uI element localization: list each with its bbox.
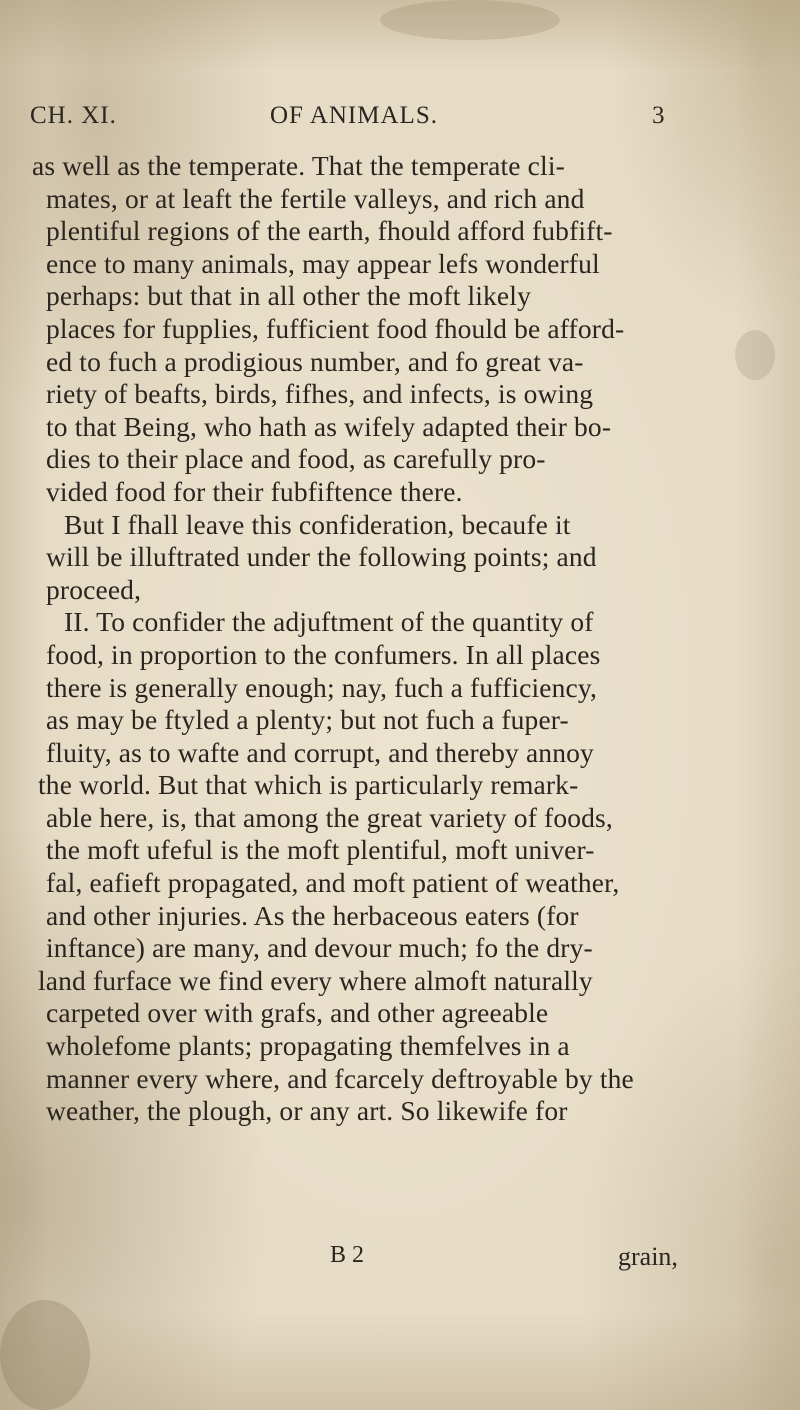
page-number: 3	[652, 102, 666, 129]
text-line: ed to fuch a prodigious number, and fo great va-	[46, 345, 584, 377]
text-line: and other injuries. As the herbaceous eaters (for	[46, 899, 579, 931]
text-line: as well as the temperate. That the temperate cli-	[32, 150, 565, 181]
text-line: But I fhall leave this confideration, becaufe it	[64, 508, 571, 540]
text-line: mates, or at leaft the fertile valleys, and rich and	[46, 182, 585, 214]
text-line: land furface we find every where almoft naturally	[38, 964, 593, 996]
text-line: II. To confider the adjuftment of the quantity of	[64, 606, 594, 638]
text-line: proceed,	[46, 573, 142, 605]
text-line: dies to their place and food, as carefully pro-	[46, 443, 546, 475]
text-line: fal, eafieft propagated, and moft patient of weather,	[46, 867, 620, 899]
page-footer	[30, 1242, 750, 1276]
text-line: carpeted over with grafs, and other agreeable	[46, 997, 549, 1029]
text-line: to that Being, who hath as wifely adapted their bo-	[46, 410, 612, 442]
text-line: weather, the plough, or any art. So likewife for	[46, 1095, 568, 1127]
running-header	[30, 102, 670, 138]
paper-stain	[0, 1300, 90, 1410]
text-line: perhaps: but that in all other the moft likely	[46, 280, 531, 312]
signature-mark: B 2	[330, 1242, 365, 1268]
text-line: as may be ftyled a plenty; but not fuch a fuper-	[46, 704, 569, 736]
body-text	[32, 150, 752, 1128]
paper-stain	[380, 0, 560, 40]
text-line: plentiful regions of the earth, fhould afford fubfift-	[46, 215, 613, 247]
text-line: inftance) are many, and devour much; fo the dry-	[46, 932, 593, 964]
text-line: will be illuftrated under the following points; and	[46, 541, 597, 573]
catchword: grain,	[618, 1242, 678, 1271]
text-line: able here, is, that among the great variety of foods,	[46, 801, 613, 833]
chapter-label: CH. XI.	[30, 102, 117, 129]
text-line: wholefome plants; propagating themfelves in a	[46, 1030, 570, 1062]
text-line: the moft ufeful is the moft plentiful, moft univer-	[46, 834, 595, 866]
text-line: fluity, as to wafte and corrupt, and thereby annoy	[46, 736, 594, 768]
running-title: OF ANIMALS.	[270, 102, 438, 129]
text-line: vided food for their fubfiftence there.	[46, 475, 463, 507]
text-line: ence to many animals, may appear lefs wonderful	[46, 247, 600, 279]
text-line: food, in proportion to the confumers. In all places	[46, 638, 601, 670]
text-line: the world. But that which is particularly remark-	[38, 769, 579, 801]
text-line: riety of beafts, birds, fifhes, and infects, is owing	[46, 378, 594, 410]
text-line: manner every where, and fcarcely deftroyable by the	[46, 1062, 634, 1094]
text-line: places for fupplies, fufficient food fhould be afford-	[46, 312, 625, 344]
text-line: there is generally enough; nay, fuch a fufficiency,	[46, 671, 598, 703]
